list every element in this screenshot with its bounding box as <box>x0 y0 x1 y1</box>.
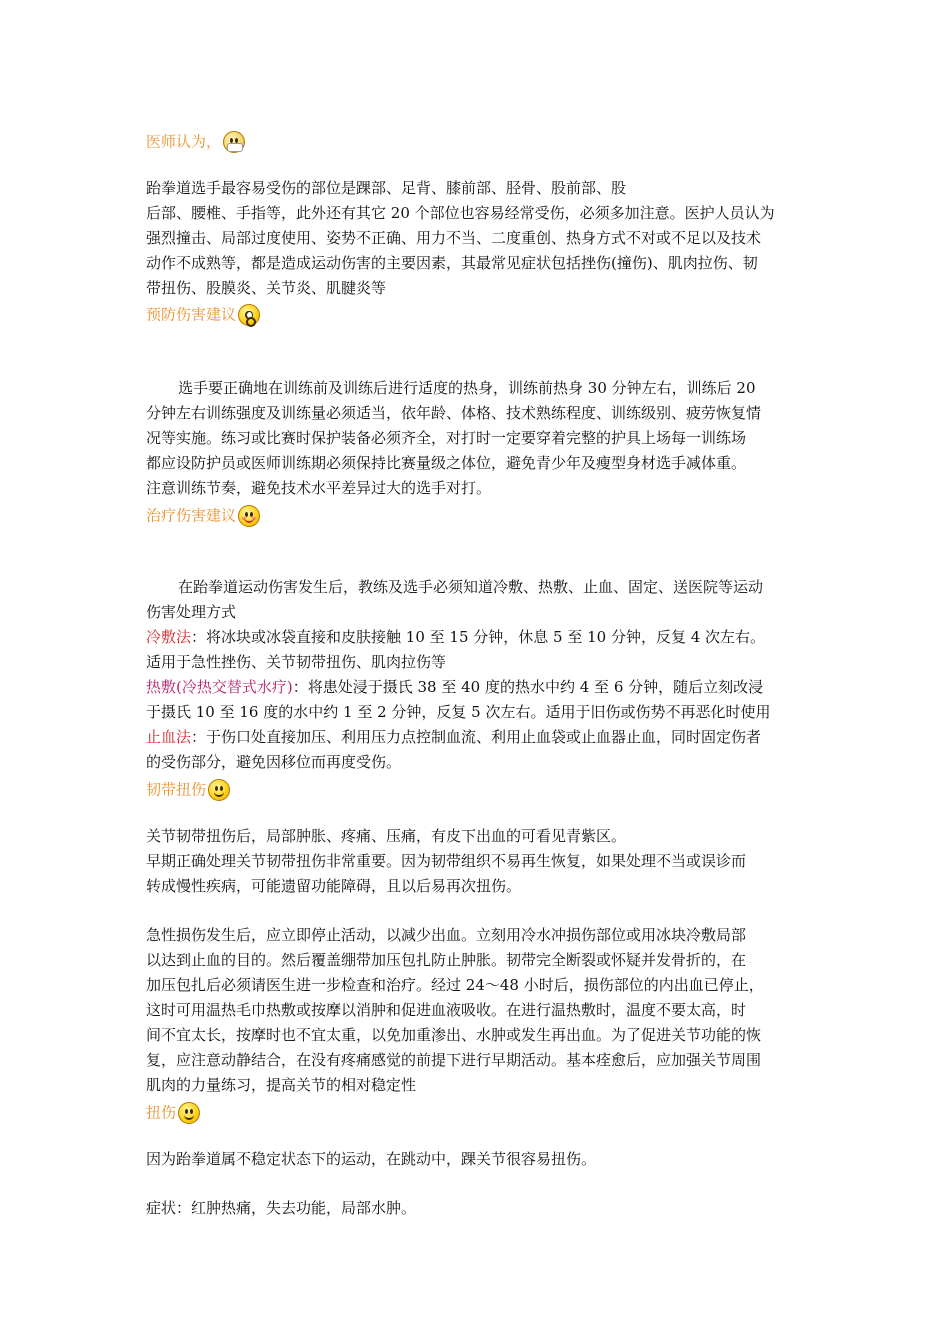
paragraph-line: 选手要正确地在训练前及训练后进行适度的热身，训练前热身 30 分钟左右，训练后 20 <box>178 379 756 397</box>
paragraph-line: 注意训练节奏，避免技术水平差异过大的选手对打。 <box>146 479 492 497</box>
paragraph-line: 况等实施。练习或比赛时保护装备必须齐全，对打时一定要穿着完整的护具上场每一训练场 <box>146 429 747 447</box>
paragraph-line: 症状：红肿热痛，失去功能，局部水肿。 <box>146 1199 417 1217</box>
paragraph-line: 以达到止血的目的。然后覆盖绷带加压包扎防止肿胀。韧带完全断裂或怀疑并发骨折的，在 <box>146 951 747 969</box>
heading-prevention: 预防伤害建议 <box>146 304 260 326</box>
paragraph-line: 间不宜太长，按摩时也不宜太重，以免加重渗出、水肿或发生再出血。为了促进关节功能的恢 <box>146 1026 762 1044</box>
paragraph-line: 都应设防护员或医师训练期必须保持比赛量级之体位，避免青少年及瘦型身材选手减体重。 <box>146 454 747 472</box>
hot-compress-line: 热敷(冷热交替式水疗)：将患处浸于摄氏 38 至 40 度的热水中约 4 至 6 分钟，随后立刻改浸 <box>146 678 764 696</box>
paragraph-line: 跆拳道选手最容易受伤的部位是踝部、足背、膝前部、胫骨、股前部、股 <box>146 179 627 197</box>
paragraph-line: 强烈撞击、局部过度使用、姿势不正确、用力不当、二度重创、热身方式不对或不足以及技术 <box>146 229 762 247</box>
hemostasis-label: 止血法 <box>146 728 192 746</box>
paragraph-line: 肌肉的力量练习，提高关节的相对稳定性 <box>146 1076 417 1094</box>
paragraph-line: 因为跆拳道属不稳定状态下的运动，在跳动中，踝关节很容易扭伤。 <box>146 1150 597 1168</box>
paragraph-line: 适用于急性挫伤、关节韧带扭伤、肌肉拉伤等 <box>146 653 447 671</box>
paragraph-line: 带扭伤、股膜炎、关节炎、肌腱炎等 <box>146 279 387 297</box>
smile-emoji-icon <box>208 779 230 801</box>
paragraph-line: 复，应注意动静结合，在没有疼痛感觉的前提下进行早期活动。基本痊愈后，应加强关节周围 <box>146 1051 762 1069</box>
paragraph-line: 分钟左右训练强度及训练量必须适当，依年龄、体格、技术熟练程度、训练级别、疲劳恢复情 <box>146 404 762 422</box>
heading-sprain: 扭伤 <box>146 1102 200 1124</box>
shocked-emoji-icon <box>238 304 260 326</box>
paragraph-line: 早期正确处理关节韧带扭伤非常重要。因为韧带组织不易再生恢复，如果处理不当或误诊而 <box>146 852 747 870</box>
hemostasis-line: 止血法：于伤口处直接加压、利用压力点控制血流、利用止血袋或止血器止血，同时固定伤者 <box>146 728 762 746</box>
paragraph-line: 的受伤部分，避免因移位而再度受伤。 <box>146 753 402 771</box>
paragraph-line: 伤害处理方式 <box>146 603 237 621</box>
paragraph-line: 这时可用温热毛巾热敷或按摩以消肿和促进血液吸收。在进行温热敷时，温度不要太高，时 <box>146 1001 747 1019</box>
heading-doctor-opinion: 医师认为， <box>146 131 245 153</box>
heading-treatment: 治疗伤害建议 <box>146 505 260 527</box>
cold-compress-line: 冷敷法：将冰块或冰袋直接和皮肤接触 10 至 15 分钟，休息 5 至 10 分钟，反复 4 次左右。 <box>146 628 766 646</box>
paragraph-line: 转成慢性疾病，可能遗留功能障碍，且以后易再次扭伤。 <box>146 877 522 895</box>
heading-ligament-sprain: 韧带扭伤 <box>146 779 230 801</box>
paragraph-line: 加压包扎后必须请医生进一步检查和治疗。经过 24～48 小时后，损伤部位的内出血已停止， <box>146 976 764 994</box>
blushing-emoji-icon <box>238 505 260 527</box>
paragraph-line: 在跆拳道运动伤害发生后，教练及选手必须知道冷敷、热敷、止血、固定、送医院等运动 <box>178 578 764 596</box>
paragraph-line: 后部、腰椎、手指等，此外还有其它 20 个部位也容易经常受伤，必须多加注意。医护人员认为 <box>146 204 775 222</box>
paragraph-line: 于摄氏 10 至 16 度的水中约 1 至 2 分钟，反复 5 次左右。适用于旧伤或伤势不再恶化时使用 <box>146 703 771 721</box>
paragraph-line: 关节韧带扭伤后，局部肿胀、疼痛、压痛，有皮下出血的可看见青紫区。 <box>146 827 627 845</box>
mask-emoji-icon <box>223 131 245 153</box>
hot-compress-label: 热敷(冷热交替式水疗) <box>146 678 293 696</box>
paragraph-line: 动作不成熟等，都是造成运动伤害的主要因素，其最常见症状包括挫伤(撞伤)、肌肉拉伤、韧 <box>146 254 758 272</box>
cold-compress-label: 冷敷法 <box>146 628 192 646</box>
paragraph-line: 急性损伤发生后，应立即停止活动，以减少出血。立刻用冷水冲损伤部位或用冰块冷敷局部 <box>146 926 747 944</box>
smile-emoji-icon <box>178 1102 200 1124</box>
